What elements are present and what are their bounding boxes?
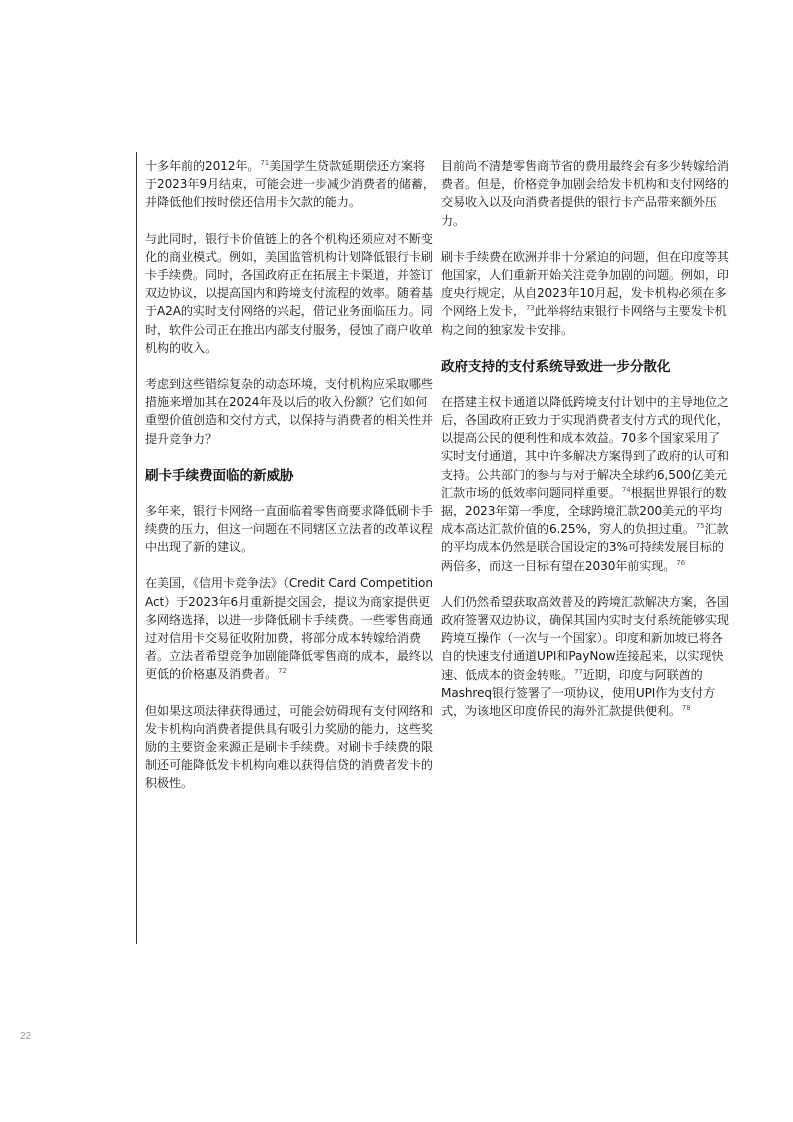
paragraph: 目前尚不清楚零售商节省的费用最终会有多少转嫁给消费者。但是，价格竞争加剧会给发卡机构和支付网络的交易收入以及向消费者提供的银行卡产品带来额外压力。 [441,159,729,228]
column-divider-rule [136,152,137,944]
section-heading: 政府支持的支付系统导致进一步分散化 [441,358,671,375]
paragraph: 多年来，银行卡网络一直面临着零售商要求降低刷卡手续费的压力，但这一问题在不同辖区立法者的改革议程中出现了新的建议。 [145,503,433,555]
footnote-ref[interactable]: 75 [695,522,705,531]
paragraph-text: 在美国，《信用卡竞争法》（Credit Card Competition Act）于2023年6月重新提交国会，提议为商家提供更多网络选择，以进一步降低刷卡手续费。一些零售商通过对信用卡交易征收附加费，将部分成本转嫁给消费者。立法者希望竞争加剧能降低零售商的成本，最终以更低的价格惠及消费者。 [145,576,433,682]
footnote-ref[interactable]: 73 [525,304,535,313]
paragraph-text: 在搭建主权卡通道以降低跨境支付计划中的主导地位之后，各国政府正致力于实现消费者支付方式的现代化，以提高公民的便利性和成本效益。70多个国家采用了实时支付通道，其中许多解决方案得到了政府的认可和支持。公共部门的参与与对于解决全球约6,500亿美元汇款市场的低效率问题同样重要。 [441,394,729,500]
footnote-ref[interactable]: 77 [573,667,583,676]
page-number: 22 [20,1031,32,1042]
paragraph: 与此同时，银行卡价值链上的各个机构还须应对不断变化的商业模式。例如，美国监管机构计划降低银行卡刷卡手续费。同时，各国政府正在拓展主卡渠道，并签订双边协议，以提高国内和跨境支付流程的效率。随着基于A2A的实时支付网络的兴起，借记业务面临压力。同时，软件公司正在推出内部支付服务，侵蚀了商户收单机构的收入。 [145,231,433,355]
left-column [145,157,435,811]
paragraph-text: 根据世界银行的数据，2023年第一季度，全球跨境汇款200美元的平均成本高达汇款价值的6.25%，穷人的负担过重。 [441,485,727,537]
paragraph-text: 美国学生贷款延期偿还方案将于2023年9月结束，可能会进一步减少消费者的储蓄，并降低他们按时偿还信用卡欠款的能力。 [145,159,435,210]
paragraph-text: 十多年前的2012年。 [145,159,260,173]
footnote-ref[interactable]: 71 [260,159,270,167]
paragraph: 但如果这项法律获得通过，可能会妨碍现有支付网络和发卡机构向消费者提供具有吸引力奖励的能力，这些奖励的主要资金来源正是刷卡手续费。对刷卡手续费的限制还可能降低发卡机构向难以获得信贷的消费者发卡的积极性。 [145,703,433,791]
footnote-ref[interactable]: 76 [676,558,685,567]
right-column [441,157,731,738]
paragraph [441,248,731,339]
footnote-ref[interactable]: 74 [621,485,631,494]
paragraph-text: 近期，印度与阿联酋的Mashreq银行签署了一项协议，使用UPI作为支付方式，为该地区印度侨民的海外汇款提供便利。 [441,667,716,719]
paragraph-text: 人们仍然希望获取高效普及的跨境汇款解决方案，各国政府签署双边协议，确保其国内实时支付系统能够实现跨境互操作（一次与一个国家）。印度和新加坡已将各自的快速支付通道UPI和PayNow连接起来，以实现快速、低成本的资金转账。 [441,594,729,682]
paragraph [145,157,435,212]
paragraph-text: 此举将结束银行卡网络与主要发卡机构之间的独家发卡安排。 [441,304,727,337]
paragraph: 考虑到这些错综复杂的动态环境，支付机构应采取哪些措施来增加其在2024年及以后的收入份额？它们如何重塑价值创造和交付方式，以保持与消费者的相关性并提升竞争力？ [145,377,433,446]
footnote-ref[interactable]: 72 [277,667,287,676]
paragraph-text: 汇款的平均成本仍然是联合国设定的3%可持续发展目标的两倍多，而这一目标有望在2030年前实现。 [441,522,729,573]
paragraph [441,593,731,720]
footnote-ref[interactable]: 78 [681,704,691,713]
paragraph [441,393,731,575]
paragraph-text: 刷卡手续费在欧洲并非十分紧迫的问题，但在印度等其他国家，人们重新开始关注竞争加剧的问题。例如，印度央行规定，从自2023年10月起，发卡机构必须在多个网络上发卡， [441,249,729,319]
paragraph [145,574,435,683]
section-heading: 刷卡手续费面临的新威胁 [145,467,294,484]
